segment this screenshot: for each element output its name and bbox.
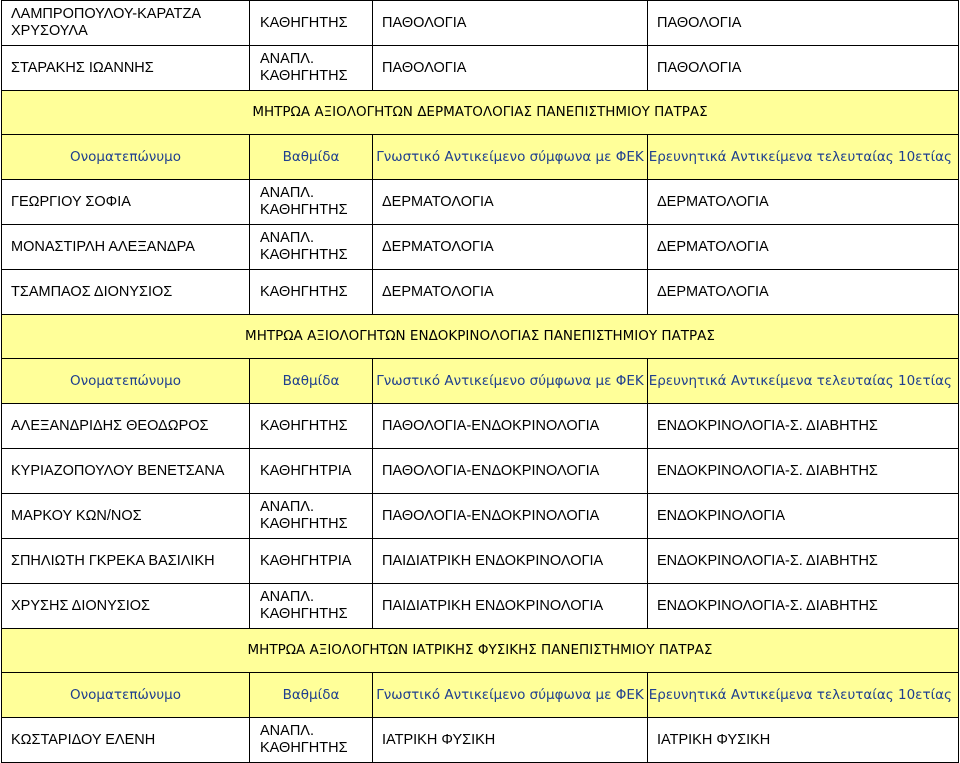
table-row: [2, 404, 959, 449]
research-cell: ΠΑΘΟΛΟΓΙΑ: [648, 1, 959, 46]
field-cell: ΠΑΙΔΙΑΤΡΙΚΗ ΕΝΔΟΚΡΙΝΟΛΟΓΙΑ: [373, 539, 648, 584]
field-cell: ΠΑΙΔΙΑΤΡΙΚΗ ΕΝΔΟΚΡΙΝΟΛΟΓΙΑ: [373, 584, 648, 629]
header-rank: Βαθμίδα: [250, 359, 373, 404]
research-cell: ΔΕΡΜΑΤΟΛΟΓΙΑ: [648, 270, 959, 315]
rank-cell: ΑΝΑΠΛ. ΚΑΘΗΓΗΤΗΣ: [250, 494, 373, 539]
table-row: [2, 46, 959, 91]
table-row: [2, 449, 959, 494]
field-cell: ΔΕΡΜΑΤΟΛΟΓΙΑ: [373, 270, 648, 315]
name-cell: ΣΤΑΡΑΚΗΣ ΙΩΑΝΝΗΣ: [2, 46, 250, 91]
field-cell: ΠΑΘΟΛΟΓΙΑ: [373, 1, 648, 46]
table-row: [2, 225, 959, 270]
header-row: [2, 135, 959, 180]
section-title: ΜΗΤΡΩΑ ΑΞΙΟΛΟΓΗΤΩΝ ΙΑΤΡΙΚΗΣ ΦΥΣΙΚΗΣ ΠΑΝΕΠΙΣΤΗΜΙΟΥ ΠΑΤΡΑΣ: [2, 629, 959, 673]
field-cell: ΔΕΡΜΑΤΟΛΟΓΙΑ: [373, 225, 648, 270]
header-row: [2, 673, 959, 718]
header-field: Γνωστικό Αντικείμενο σύμφωνα με ΦΕΚ: [373, 673, 648, 718]
table-row: [2, 1, 959, 46]
rank-cell: ΑΝΑΠΛ. ΚΑΘΗΓΗΤΗΣ: [250, 46, 373, 91]
research-cell: ΕΝΔΟΚΡΙΝΟΛΟΓΙΑ-Σ. ΔΙΑΒΗΤΗΣ: [648, 584, 959, 629]
header-name: Ονοματεπώνυμο: [2, 359, 250, 404]
research-cell: ΕΝΔΟΚΡΙΝΟΛΟΓΙΑ-Σ. ΔΙΑΒΗΤΗΣ: [648, 539, 959, 584]
table-row: [2, 539, 959, 584]
field-cell: ΔΕΡΜΑΤΟΛΟΓΙΑ: [373, 180, 648, 225]
rank-cell: ΑΝΑΠΛ. ΚΑΘΗΓΗΤΗΣ: [250, 225, 373, 270]
table-row: [2, 180, 959, 225]
research-cell: ΕΝΔΟΚΡΙΝΟΛΟΓΙΑ-Σ. ΔΙΑΒΗΤΗΣ: [648, 404, 959, 449]
rank-cell: ΑΝΑΠΛ. ΚΑΘΗΓΗΤΗΣ: [250, 584, 373, 629]
research-cell: ΕΝΔΟΚΡΙΝΟΛΟΓΙΑ-Σ. ΔΙΑΒΗΤΗΣ: [648, 449, 959, 494]
field-cell: ΠΑΘΟΛΟΓΙΑ-ΕΝΔΟΚΡΙΝΟΛΟΓΙΑ: [373, 404, 648, 449]
research-cell: ΠΑΘΟΛΟΓΙΑ: [648, 46, 959, 91]
field-cell: ΠΑΘΟΛΟΓΙΑ-ΕΝΔΟΚΡΙΝΟΛΟΓΙΑ: [373, 494, 648, 539]
research-cell: ΔΕΡΜΑΤΟΛΟΓΙΑ: [648, 180, 959, 225]
name-cell: ΚΥΡΙΑΖΟΠΟΥΛΟΥ ΒΕΝΕΤΣΑΝΑ: [2, 449, 250, 494]
header-rank: Βαθμίδα: [250, 673, 373, 718]
table-row: [2, 584, 959, 629]
name-cell: ΧΡΥΣΗΣ ΔΙΟΝΥΣΙΟΣ: [2, 584, 250, 629]
header-field: Γνωστικό Αντικείμενο σύμφωνα με ΦΕΚ: [373, 135, 648, 180]
rank-cell: ΚΑΘΗΓΗΤΡΙΑ: [250, 539, 373, 584]
name-cell: ΚΩΣΤΑΡΙΔΟΥ ΕΛΕΝΗ: [2, 718, 250, 763]
research-cell: ΙΑΤΡΙΚΗ ΦΥΣΙΚΗ: [648, 718, 959, 763]
section-title-row: [2, 629, 959, 673]
rank-cell: ΚΑΘΗΓΗΤΗΣ: [250, 270, 373, 315]
header-field: Γνωστικό Αντικείμενο σύμφωνα με ΦΕΚ: [373, 359, 648, 404]
name-cell: ΓΕΩΡΓΙΟΥ ΣΟΦΙΑ: [2, 180, 250, 225]
header-rank: Βαθμίδα: [250, 135, 373, 180]
name-cell: ΜΑΡΚΟΥ ΚΩΝ/ΝΟΣ: [2, 494, 250, 539]
name-cell: ΜΟΝΑΣΤΙΡΛΗ ΑΛΕΞΑΝΔΡΑ: [2, 225, 250, 270]
table-row: [2, 270, 959, 315]
name-cell: ΣΠΗΛΙΩΤΗ ΓΚΡΕΚΑ ΒΑΣΙΛΙΚΗ: [2, 539, 250, 584]
name-cell: ΑΛΕΞΑΝΔΡΙΔΗΣ ΘΕΟΔΩΡΟΣ: [2, 404, 250, 449]
rank-cell: ΑΝΑΠΛ. ΚΑΘΗΓΗΤΗΣ: [250, 180, 373, 225]
research-cell: ΕΝΔΟΚΡΙΝΟΛΟΓΙΑ: [648, 494, 959, 539]
header-name: Ονοματεπώνυμο: [2, 135, 250, 180]
evaluators-table: [1, 0, 959, 763]
header-row: [2, 359, 959, 404]
table-row: [2, 494, 959, 539]
field-cell: ΠΑΘΟΛΟΓΙΑ-ΕΝΔΟΚΡΙΝΟΛΟΓΙΑ: [373, 449, 648, 494]
header-research: Ερευνητικά Αντικείμενα τελευταίας 10ετίας: [648, 135, 959, 180]
research-cell: ΔΕΡΜΑΤΟΛΟΓΙΑ: [648, 225, 959, 270]
field-cell: ΠΑΘΟΛΟΓΙΑ: [373, 46, 648, 91]
rank-cell: ΚΑΘΗΓΗΤΡΙΑ: [250, 449, 373, 494]
header-name: Ονοματεπώνυμο: [2, 673, 250, 718]
section-title: ΜΗΤΡΩΑ ΑΞΙΟΛΟΓΗΤΩΝ ΔΕΡΜΑΤΟΛΟΓΙΑΣ ΠΑΝΕΠΙΣΤΗΜΙΟΥ ΠΑΤΡΑΣ: [2, 91, 959, 135]
section-title-row: [2, 315, 959, 359]
rank-cell: ΚΑΘΗΓΗΤΗΣ: [250, 404, 373, 449]
table-row: [2, 718, 959, 763]
field-cell: ΙΑΤΡΙΚΗ ΦΥΣΙΚΗ: [373, 718, 648, 763]
name-cell: ΤΣΑΜΠΑΟΣ ΔΙΟΝΥΣΙΟΣ: [2, 270, 250, 315]
section-title-row: [2, 91, 959, 135]
rank-cell: ΑΝΑΠΛ. ΚΑΘΗΓΗΤΗΣ: [250, 718, 373, 763]
name-cell: ΛΑΜΠΡΟΠΟΥΛΟΥ-ΚΑΡΑΤΖΑ ΧΡΥΣΟΥΛΑ: [2, 1, 250, 46]
rank-cell: ΚΑΘΗΓΗΤΗΣ: [250, 1, 373, 46]
header-research: Ερευνητικά Αντικείμενα τελευταίας 10ετίας: [648, 673, 959, 718]
header-research: Ερευνητικά Αντικείμενα τελευταίας 10ετίας: [648, 359, 959, 404]
section-title: ΜΗΤΡΩΑ ΑΞΙΟΛΟΓΗΤΩΝ ΕΝΔΟΚΡΙΝΟΛΟΓΙΑΣ ΠΑΝΕΠΙΣΤΗΜΙΟΥ ΠΑΤΡΑΣ: [2, 315, 959, 359]
